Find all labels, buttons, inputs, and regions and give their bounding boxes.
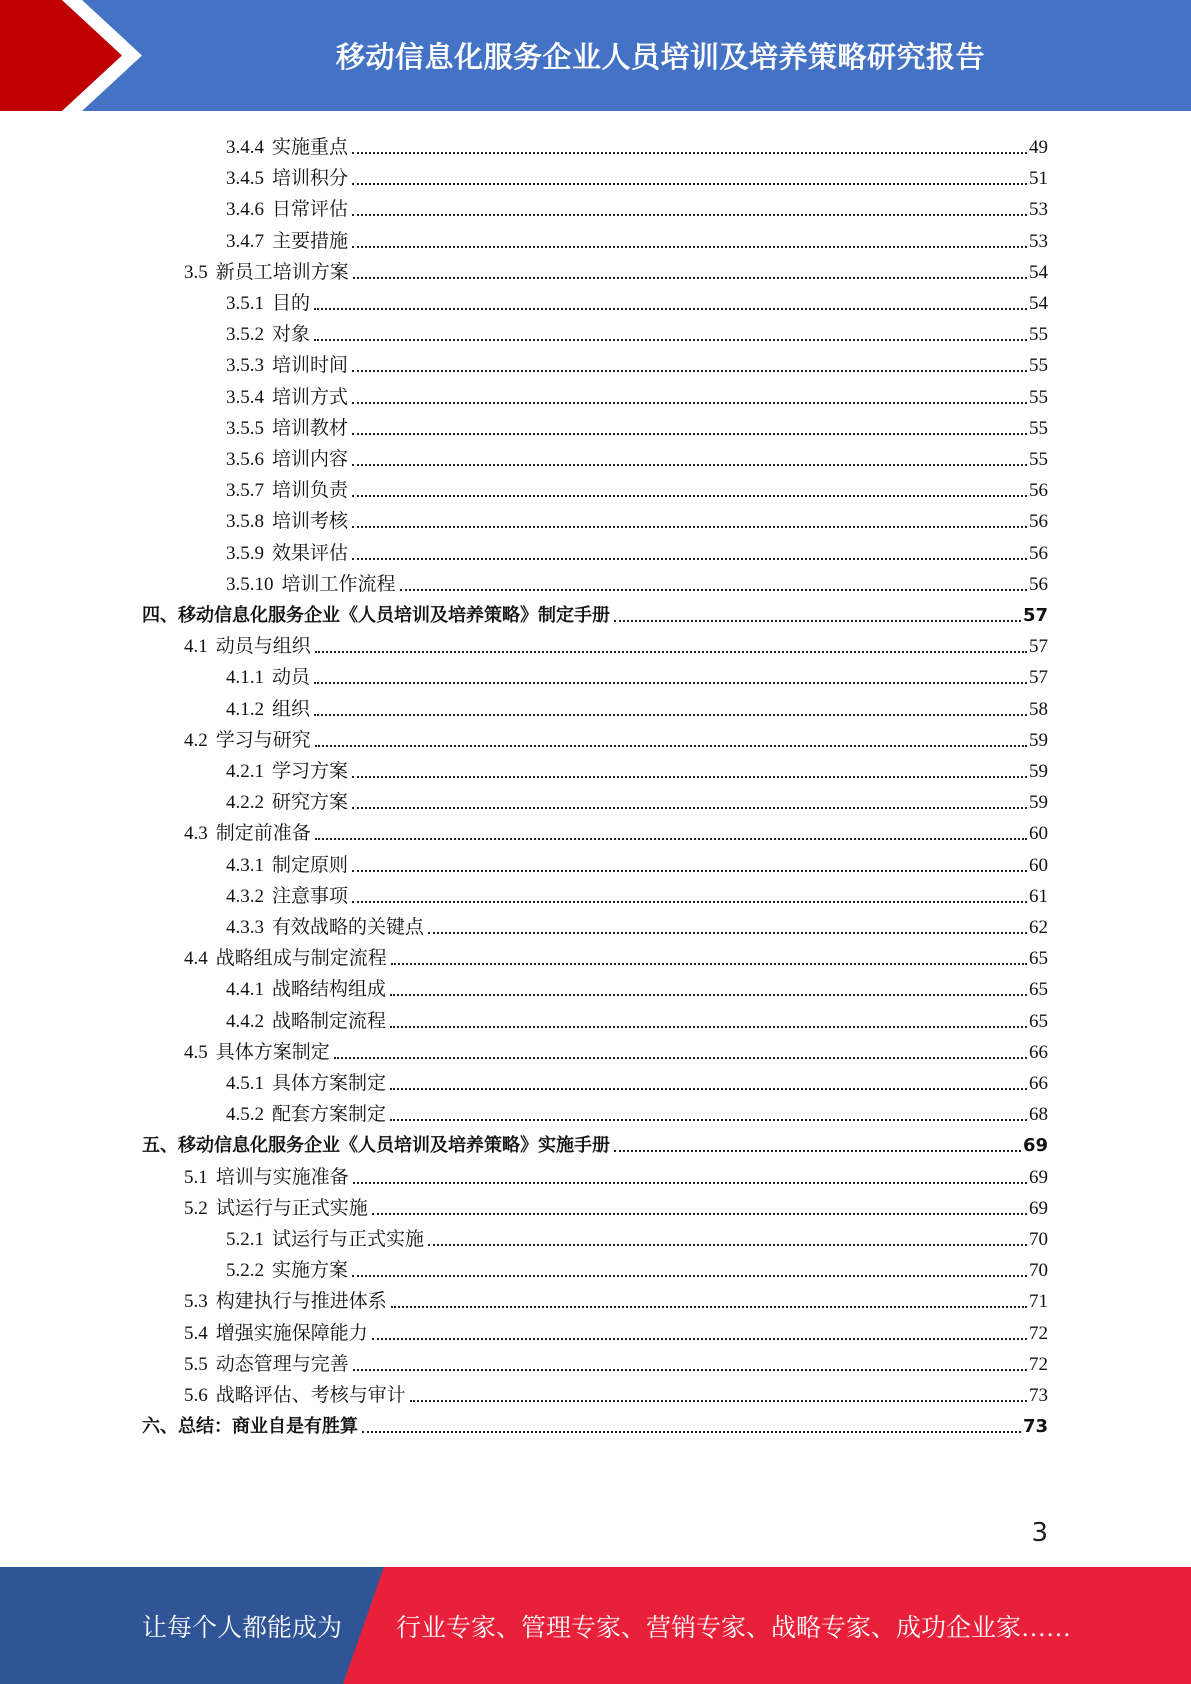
toc-dot-leader [400, 589, 1027, 591]
toc-entry-label: 学习与研究 [215, 729, 311, 751]
toc-entry-number: 3.4.4 [226, 137, 264, 158]
toc-entry-number: 5.1 [184, 1166, 208, 1188]
toc-entry[interactable] [184, 627, 1048, 658]
footer-slogan-left: 让每个人都能成为 [142, 1614, 343, 1642]
toc-entry[interactable] [184, 721, 1048, 752]
toc-entry-number: 4.1.2 [226, 698, 264, 720]
toc-entry-number: 4.2.1 [226, 761, 264, 782]
toc-entry-number: 4.1.1 [226, 667, 264, 689]
toc-dot-leader [372, 1213, 1027, 1215]
toc-dot-leader [352, 183, 1027, 185]
toc-entry[interactable] [184, 1376, 1048, 1407]
toc-dot-leader [314, 308, 1027, 310]
toc-entry-label: 战略组成与制定流程 [215, 948, 387, 970]
toc-entry[interactable] [226, 1002, 1048, 1033]
toc-entry-number: 3.5.4 [226, 386, 264, 408]
toc-entry[interactable] [184, 1314, 1048, 1345]
toc-dot-leader [352, 370, 1027, 372]
toc-entry-page: 60 [1029, 854, 1048, 876]
toc-entry-label: 实施重点 [272, 137, 349, 158]
toc-entry-label: 培训积分 [272, 168, 349, 190]
toc-entry[interactable] [226, 346, 1048, 377]
toc-entry-label: 战略结构组成 [272, 979, 387, 1001]
toc-entry-label: 动员与组织 [215, 636, 311, 658]
toc-entry-label: 注意事项 [272, 885, 349, 907]
toc-entry-number: 六、 [142, 1416, 178, 1438]
toc-entry[interactable] [226, 284, 1048, 315]
toc-entry-label: 培训工作流程 [281, 573, 396, 595]
toc-entry-label: 制定前准备 [215, 823, 311, 845]
toc-dot-leader [428, 932, 1027, 934]
toc-entry-number: 4.4.2 [226, 1010, 264, 1032]
toc-entry-label: 移动信息化服务企业《人员培训及培养策略》制定手册 [178, 605, 610, 626]
toc-dot-leader [352, 402, 1027, 404]
toc-entry-label: 培训与实施准备 [215, 1166, 349, 1188]
toc-entry-page: 66 [1029, 1041, 1048, 1063]
toc-entry-number: 五、 [142, 1135, 178, 1157]
toc-entry-page: 54 [1029, 261, 1048, 283]
toc-entry-label: 培训考核 [272, 511, 349, 533]
toc-dot-leader [390, 994, 1027, 996]
toc-entry-label: 效果评估 [272, 542, 349, 564]
toc-entry[interactable] [184, 1158, 1048, 1189]
toc-dot-leader [352, 464, 1027, 466]
toc-entry-page: 55 [1029, 355, 1048, 377]
toc-entry[interactable] [142, 596, 1048, 627]
toc-entry-label: 试运行与正式实施 [272, 1229, 425, 1250]
toc-entry[interactable] [226, 970, 1048, 1001]
toc-entry-number: 5.2 [184, 1197, 208, 1219]
toc-dot-leader [362, 1431, 1021, 1433]
toc-entry-page: 60 [1029, 823, 1048, 845]
toc-entry-number: 4.5 [184, 1041, 208, 1063]
toc-entry-page: 49 [1029, 137, 1048, 158]
toc-entry-page: 72 [1029, 1353, 1048, 1375]
toc-entry[interactable] [184, 253, 1048, 284]
toc-entry[interactable] [226, 846, 1048, 877]
page-title: 移动信息化服务企业人员培训及培养策略研究报告 [335, 40, 985, 74]
toc-entry-number: 4.3.3 [226, 917, 264, 938]
toc-dot-leader [352, 495, 1027, 497]
toc-entry-label: 具体方案制定 [215, 1041, 330, 1063]
toc-entry-label: 增强实施保障能力 [215, 1322, 368, 1344]
toc-entry-page: 66 [1029, 1073, 1048, 1094]
toc-entry-page: 59 [1029, 729, 1048, 751]
toc-entry[interactable] [226, 471, 1048, 502]
toc-entry-page: 56 [1029, 480, 1048, 502]
toc-dot-leader [352, 246, 1027, 248]
toc-entry-label: 战略评估、考核与审计 [215, 1385, 406, 1406]
toc-dot-leader [334, 1057, 1027, 1059]
header-chevron-icon [0, 0, 160, 111]
toc-entry-number: 四、 [142, 605, 178, 626]
toc-entry-label: 目的 [272, 293, 311, 314]
toc-dot-leader [352, 214, 1027, 216]
toc-entry[interactable] [184, 814, 1048, 845]
toc-entry-number: 3.5.8 [226, 511, 264, 533]
toc-entry-number: 3.5.2 [226, 324, 264, 346]
toc-entry-label: 实施方案 [272, 1260, 349, 1282]
toc-entry[interactable] [184, 939, 1048, 970]
toc-entry[interactable] [226, 1220, 1048, 1251]
toc-entry[interactable] [226, 409, 1048, 440]
toc-entry-label: 主要措施 [272, 230, 349, 252]
toc-entry-number: 3.5.10 [226, 573, 274, 595]
toc-entry-label: 具体方案制定 [272, 1073, 387, 1094]
toc-entry-number: 4.3.2 [226, 885, 264, 907]
footer-slogan-right: 行业专家、管理专家、营销专家、战略专家、成功企业家…… [396, 1614, 1072, 1642]
toc-entry-number: 4.3.1 [226, 854, 264, 876]
toc-dot-leader [391, 1306, 1027, 1308]
toc-entry-page: 73 [1022, 1416, 1048, 1438]
toc-dot-leader [352, 152, 1027, 154]
toc-dot-leader [353, 277, 1027, 279]
toc-entry-number: 5.6 [184, 1385, 208, 1406]
toc-entry-number: 4.4.1 [226, 979, 264, 1001]
toc-dot-leader [352, 1275, 1027, 1277]
toc-entry[interactable] [226, 565, 1048, 596]
toc-entry[interactable] [226, 190, 1048, 221]
toc-entry-label: 动态管理与完善 [215, 1353, 349, 1375]
toc-entry-page: 55 [1029, 324, 1048, 346]
toc-entry-page: 61 [1029, 885, 1048, 907]
toc-dot-leader [390, 1088, 1027, 1090]
toc-dot-leader [315, 838, 1027, 840]
toc-entry-number: 3.5 [184, 261, 208, 283]
toc-entry[interactable] [142, 1407, 1048, 1438]
toc-entry-number: 3.4.5 [226, 168, 264, 190]
toc-entry-number: 4.3 [184, 823, 208, 845]
toc-entry[interactable] [226, 440, 1048, 471]
toc-entry-label: 培训教材 [272, 417, 349, 439]
toc-entry-page: 65 [1029, 979, 1048, 1001]
page-footer [0, 1567, 1191, 1684]
toc-entry-page: 70 [1029, 1229, 1048, 1250]
toc-entry[interactable] [226, 378, 1048, 409]
toc-dot-leader [390, 1119, 1027, 1121]
toc-dot-leader [390, 1026, 1027, 1028]
toc-entry-page: 70 [1029, 1260, 1048, 1282]
toc-entry-number: 4.5.2 [226, 1104, 264, 1126]
toc-entry-number: 5.2.1 [226, 1229, 264, 1250]
toc-entry-label: 有效战略的关键点 [272, 917, 425, 938]
toc-entry[interactable] [226, 315, 1048, 346]
toc-entry-label: 战略制定流程 [272, 1010, 387, 1032]
toc-entry-number: 4.1 [184, 636, 208, 658]
toc-entry-page: 59 [1029, 761, 1048, 782]
toc-entry-page: 69 [1029, 1197, 1048, 1219]
toc-entry-label: 总结：商业自是有胜算 [178, 1416, 358, 1438]
toc-entry-number: 3.5.5 [226, 417, 264, 439]
toc-dot-leader [352, 807, 1027, 809]
toc-entry[interactable] [226, 1064, 1048, 1095]
toc-entry[interactable] [226, 690, 1048, 721]
toc-entry[interactable] [142, 1126, 1048, 1157]
toc-entry-number: 3.5.9 [226, 542, 264, 564]
toc-entry-number: 3.5.7 [226, 480, 264, 502]
toc-entry-label: 学习方案 [272, 761, 349, 782]
toc-entry-label: 培训负责 [272, 480, 349, 502]
toc-dot-leader [372, 1338, 1027, 1340]
toc-entry-number: 3.5.1 [226, 293, 264, 314]
toc-entry-page: 55 [1029, 417, 1048, 439]
toc-entry[interactable] [184, 1282, 1048, 1313]
page-number: 3 [1031, 1518, 1048, 1548]
toc-dot-leader [314, 339, 1027, 341]
toc-entry-page: 56 [1029, 542, 1048, 564]
toc-dot-leader [353, 1369, 1027, 1371]
toc-entry-number: 3.4.6 [226, 199, 264, 221]
toc-entry-label: 移动信息化服务企业《人员培训及培养策略》实施手册 [178, 1135, 610, 1157]
toc-entry[interactable] [184, 1189, 1048, 1220]
toc-entry[interactable] [226, 1251, 1048, 1282]
toc-entry[interactable] [226, 658, 1048, 689]
toc-dot-leader [314, 682, 1027, 684]
toc-entry[interactable] [226, 502, 1048, 533]
toc-dot-leader [428, 1244, 1027, 1246]
toc-entry-page: 57 [1029, 667, 1048, 689]
toc-entry-label: 日常评估 [272, 199, 349, 221]
toc-dot-leader [352, 526, 1027, 528]
toc-dot-leader [391, 963, 1027, 965]
toc-entry-page: 54 [1029, 293, 1048, 314]
toc-entry-page: 55 [1029, 386, 1048, 408]
toc-entry[interactable] [226, 534, 1048, 565]
toc-entry[interactable] [226, 908, 1048, 939]
toc-entry-number: 5.3 [184, 1291, 208, 1313]
toc-entry-number: 3.5.3 [226, 355, 264, 377]
toc-entry[interactable] [226, 1095, 1048, 1126]
toc-entry-page: 59 [1029, 792, 1048, 814]
toc-entry-page: 53 [1029, 199, 1048, 221]
toc-entry-page: 57 [1022, 605, 1048, 626]
toc-entry-number: 3.5.6 [226, 449, 264, 470]
toc-dot-leader [410, 1400, 1027, 1402]
toc-entry-page: 65 [1029, 948, 1048, 970]
toc-dot-leader [315, 745, 1027, 747]
toc-entry-label: 动员 [272, 667, 311, 689]
toc-dot-leader [353, 1182, 1027, 1184]
toc-dot-leader [352, 558, 1027, 560]
toc-entry-number: 4.4 [184, 948, 208, 970]
toc-entry-page: 55 [1029, 449, 1048, 470]
toc-dot-leader [352, 901, 1027, 903]
toc-entry-page: 65 [1029, 1010, 1048, 1032]
toc-entry-page: 51 [1029, 168, 1048, 190]
toc-entry-label: 新员工培训方案 [215, 261, 349, 283]
toc-entry-label: 对象 [272, 324, 311, 346]
toc-entry-page: 57 [1029, 636, 1048, 658]
toc-entry-page: 68 [1029, 1104, 1048, 1126]
toc-entry-number: 4.2.2 [226, 792, 264, 814]
toc-entry-page: 58 [1029, 698, 1048, 720]
toc-entry[interactable] [226, 752, 1048, 783]
toc-entry-label: 试运行与正式实施 [215, 1197, 368, 1219]
toc-entry[interactable] [226, 222, 1048, 253]
toc-entry-page: 69 [1022, 1135, 1048, 1157]
page-header [0, 0, 1191, 111]
toc-entry-number: 5.4 [184, 1322, 208, 1344]
toc-dot-leader [314, 714, 1027, 716]
toc-entry-label: 制定原则 [272, 854, 349, 876]
toc-dot-leader [352, 433, 1027, 435]
toc-dot-leader [614, 1150, 1021, 1152]
toc-entry-number: 5.2.2 [226, 1260, 264, 1282]
toc-entry[interactable] [184, 1033, 1048, 1064]
toc-dot-leader [614, 620, 1021, 622]
toc-entry-label: 研究方案 [272, 792, 349, 814]
toc-entry-number: 4.2 [184, 729, 208, 751]
toc-entry[interactable] [226, 877, 1048, 908]
toc-entry-label: 培训内容 [272, 449, 349, 470]
toc-entry-label: 组织 [272, 698, 311, 720]
toc-entry-page: 56 [1029, 511, 1048, 533]
toc-entry-page: 69 [1029, 1166, 1048, 1188]
toc-dot-leader [315, 651, 1027, 653]
toc-entry-page: 73 [1029, 1385, 1048, 1406]
toc-entry-number: 4.5.1 [226, 1073, 264, 1094]
toc-entry-page: 72 [1029, 1322, 1048, 1344]
toc-entry-page: 53 [1029, 230, 1048, 252]
toc-dot-leader [352, 776, 1027, 778]
toc-entry[interactable] [184, 1345, 1048, 1376]
toc-dot-leader [352, 870, 1027, 872]
toc-entry-label: 培训方式 [272, 386, 349, 408]
toc-entry-label: 构建执行与推进体系 [215, 1291, 387, 1313]
toc-entry-page: 56 [1029, 573, 1048, 595]
toc-entry-page: 71 [1029, 1291, 1048, 1313]
toc-entry[interactable] [226, 159, 1048, 190]
toc-entry-label: 配套方案制定 [272, 1104, 387, 1126]
toc-entry-page: 62 [1029, 917, 1048, 938]
toc-entry[interactable] [226, 783, 1048, 814]
toc-entry-label: 培训时间 [272, 355, 349, 377]
toc-entry-number: 5.5 [184, 1353, 208, 1375]
toc-entry[interactable] [226, 128, 1048, 159]
toc-entry-number: 3.4.7 [226, 230, 264, 252]
